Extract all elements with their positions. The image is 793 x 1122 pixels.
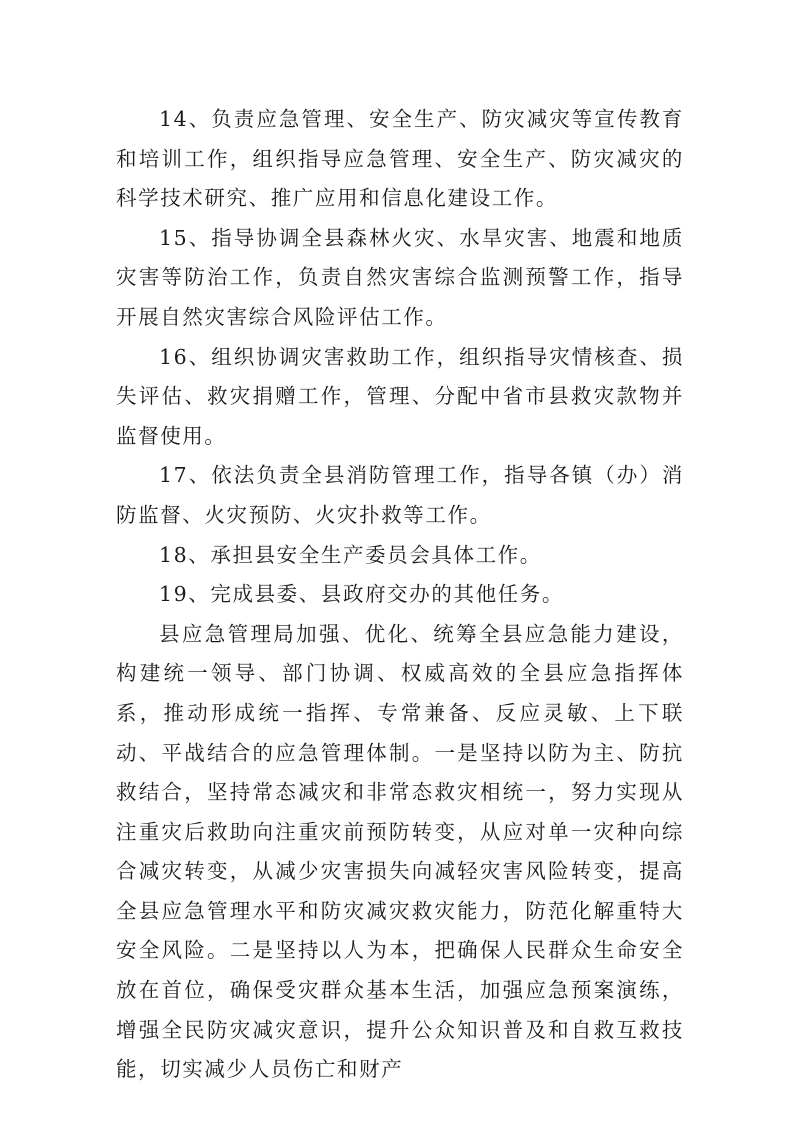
paragraph-item-16: 16、组织协调灾害救助工作，组织指导灾情核查、损失评估、救灾捐赠工作，管理、分配中省市县救灾款物并监督使用。 [116,344,684,448]
paragraph-item-15: 15、指导协调全县森林火灾、水旱灾害、地震和地质灾害等防治工作，负责自然灾害综合监测预警工作，指导开展自然灾害综合风险评估工作。 [116,225,684,329]
paragraph-item-14: 14、负责应急管理、安全生产、防灾减灾等宣传教育和培训工作，组织指导应急管理、安全生产、防灾减灾的科学技术研究、推广应用和信息化建设工作。 [116,107,684,211]
paragraph-item-18: 18、承担县安全生产委员会具体工作。 [159,542,542,567]
paragraph-item-17: 17、依法负责全县消防管理工作，指导各镇（办）消防监督、火灾预防、火灾扑救等工作。 [116,463,684,527]
paragraph-item-19: 19、完成县委、县政府交办的其他任务。 [159,582,564,607]
document-page [116,100,684,1090]
paragraph-summary: 县应急管理局加强、优化、统筹全县应急能力建设，构建统一领导、部门协调、权威高效的全县应急指挥体系，推动形成统一指挥、专常兼备、反应灵敏、上下联动、平战结合的应急管理体制。一是坚持以防为主、防抗救结合，坚持常态减灾和非常态救灾相统一，努力实现从注重灾后救助向注重灾前预防转变，从应对单一灾种向综合减灾转变，从减少灾害损失向减轻灾害风险转变，提高全县应急管理水平和防灾减灾救灾能力，防范化解重特大安全风险。二是坚持以人为本，把确保人民群众生命安全放在首位，确保受灾群众基本生活，加强应急预案演练，增强全民防灾减灾意识，提升公众知识普及和自救互救技能，切实减少人员伤亡和财产 [116,621,684,1082]
